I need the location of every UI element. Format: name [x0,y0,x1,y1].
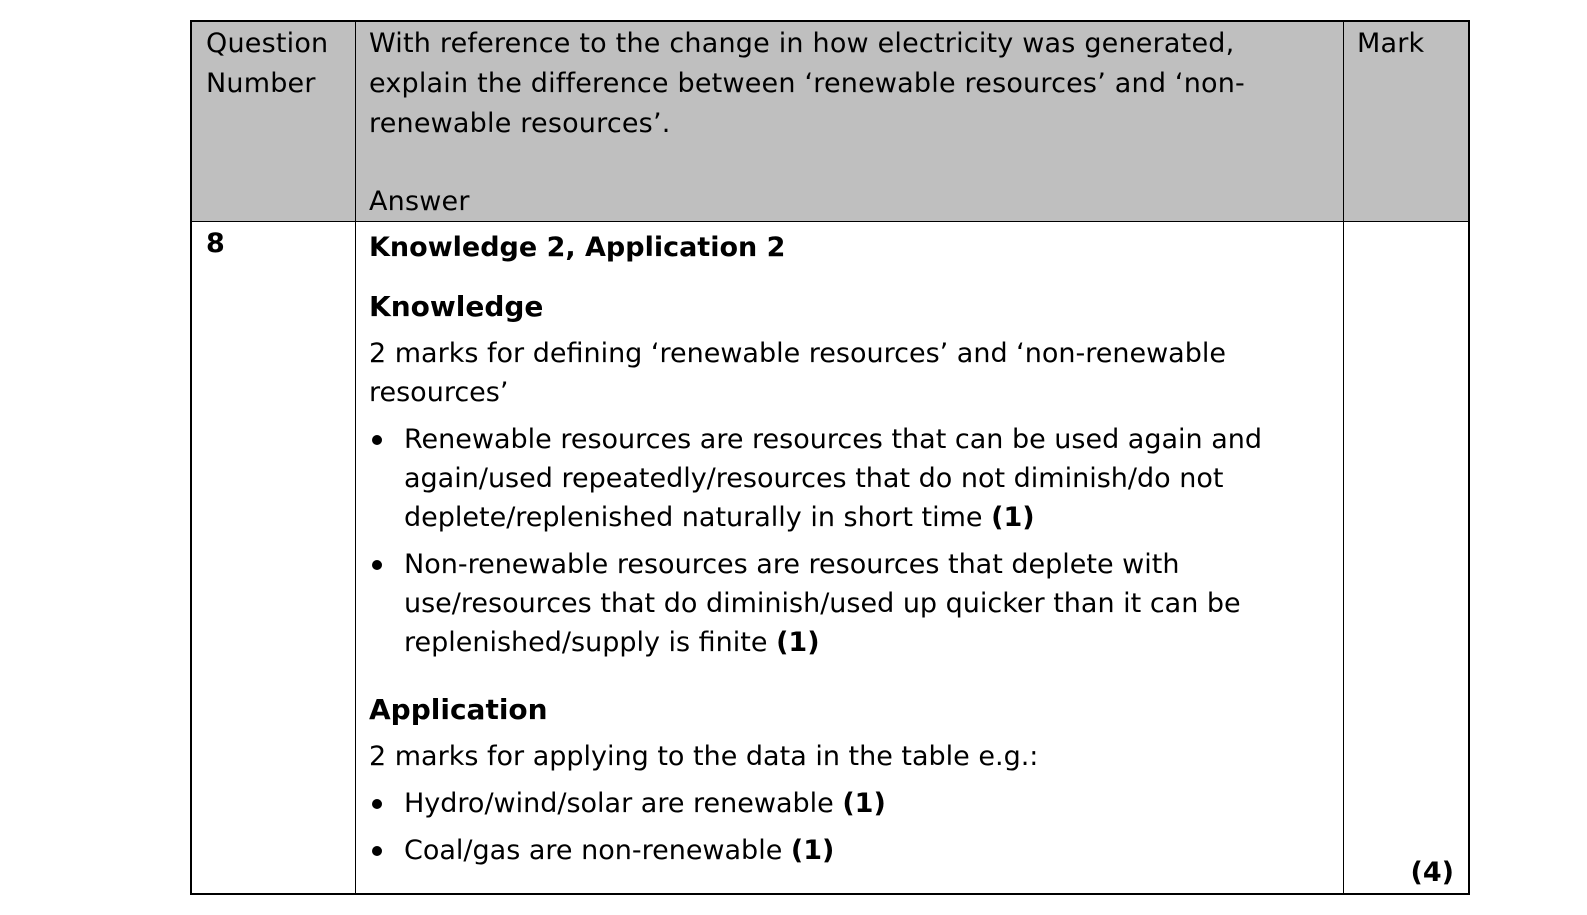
bullet-text: Coal/gas are non-renewable [404,835,791,866]
list-item [369,545,1334,662]
bullet-icon [372,435,382,445]
application-heading: Application [369,693,548,726]
knowledge-bullet-list [369,420,1334,662]
question-number: 8 [206,228,225,259]
application-bullet-list [369,784,1334,870]
bullet-mark: (1) [776,627,820,658]
question-number-header: Question Number [206,28,329,99]
bullet-mark: (1) [991,502,1035,533]
mark-summary: Knowledge 2, Application 2 [369,232,786,263]
list-item [369,831,1334,870]
question-text: With reference to the change in how electricity was generated, explain the difference between ‘renewable resources’ and ‘non-renewable resources’. [369,28,1246,139]
bullet-text: Hydro/wind/solar are renewable [404,788,843,819]
bullet-icon [372,560,382,570]
bullet-text: Non-renewable resources are resources that deplete with use/resources that do diminish/used up quicker than it can be replenished/supply is finite [404,549,1241,658]
knowledge-intro: 2 marks for defining ‘renewable resources’ and ‘non-renewable resources’ [369,338,1226,408]
bullet-icon [372,799,382,809]
application-intro: 2 marks for applying to the data in the table e.g.: [369,741,1039,772]
list-item [369,784,1334,823]
mark-header: Mark [1357,28,1425,59]
knowledge-heading: Knowledge [369,290,544,323]
mark-scheme-table [190,20,1470,895]
bullet-text: Renewable resources are resources that can be used again and again/used repeatedly/resources that do not diminish/do not deplete/replenished naturally in short time [404,424,1263,533]
column-divider [1343,22,1344,893]
bullet-mark: (1) [790,835,835,866]
bullet-icon [372,846,382,856]
column-divider [355,22,356,893]
answer-header: Answer [369,186,470,217]
bullet-mark: (1) [842,788,886,819]
answer-cell [369,228,1334,878]
list-item [369,420,1334,537]
total-mark: (4) [1410,857,1454,888]
